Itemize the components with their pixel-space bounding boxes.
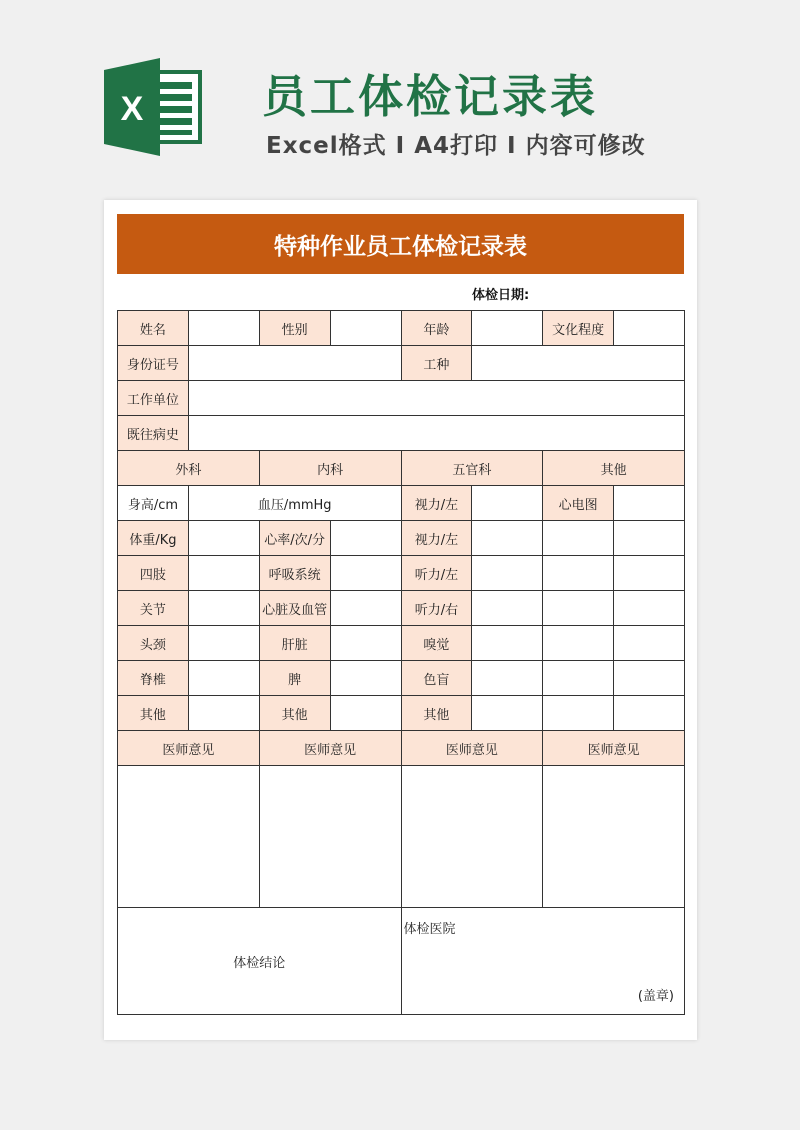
doctor-opinion-ent: 医师意见 [401,731,543,766]
name-field[interactable] [188,311,259,346]
dept-other: 其他 [543,451,685,486]
other-field[interactable] [543,696,614,731]
doctor-opinion-other: 医师意见 [543,731,685,766]
exam-item-field[interactable] [188,696,259,731]
exam-item-label: 脊椎 [118,661,189,696]
exam-item-field[interactable] [188,521,259,556]
exam-item-field[interactable] [472,591,543,626]
doctor-opinion-internal: 医师意见 [259,731,401,766]
exam-item-label: 关节 [118,591,189,626]
dept-ent: 五官科 [401,451,543,486]
label-conclusion: 体检结论 [233,955,286,971]
label-history: 既往病史 [118,416,189,451]
exam-item-label: 听力/右 [401,591,472,626]
ecg-field[interactable] [614,486,685,521]
other-field[interactable] [614,661,685,696]
exam-table [117,310,685,1015]
other-field[interactable] [543,626,614,661]
exam-row [118,591,685,626]
dept-internal: 内科 [259,451,401,486]
label-seal: (盖章) [637,989,674,1004]
form-title: 特种作业员工体检记录表 [117,214,684,274]
vision-left-field[interactable] [472,486,543,521]
label-id: 身份证号 [118,346,189,381]
id-field[interactable] [188,346,401,381]
exam-item-field[interactable] [472,661,543,696]
page-title: 员工体检记录表 [262,70,599,123]
exam-item-field[interactable] [188,626,259,661]
other-field[interactable] [614,521,685,556]
opinion-field-ent[interactable] [401,766,543,908]
other-field[interactable] [614,556,685,591]
label-ecg: 心电图 [543,486,614,521]
opinion-field-internal[interactable] [259,766,401,908]
label-employer: 工作单位 [118,381,189,416]
employer-field[interactable] [188,381,684,416]
exam-row [118,626,685,661]
exam-item-field[interactable] [330,661,401,696]
opinion-field-other[interactable] [543,766,685,908]
label-age: 年龄 [401,311,472,346]
exam-item-field[interactable] [330,696,401,731]
label-job-type: 工种 [401,346,472,381]
exam-item-label: 头颈 [118,626,189,661]
gender-field[interactable] [330,311,401,346]
exam-item-field[interactable] [472,696,543,731]
age-field[interactable] [472,311,543,346]
dept-surgery: 外科 [118,451,260,486]
exam-row [118,556,685,591]
exam-item-field[interactable] [330,626,401,661]
exam-item-label: 听力/左 [401,556,472,591]
exam-item-label: 视力/左 [401,521,472,556]
page-subtitle: Excel格式 I A4打印 I 内容可修改 [266,133,646,159]
exam-item-label: 其他 [118,696,189,731]
exam-item-field[interactable] [472,556,543,591]
exam-item-field[interactable] [188,556,259,591]
exam-item-label: 心脏及血管 [259,591,330,626]
label-education: 文化程度 [543,311,614,346]
exam-item-label: 嗅觉 [401,626,472,661]
other-field[interactable] [543,591,614,626]
hospital-field[interactable] [401,908,685,1015]
opinion-field-surgery[interactable] [118,766,260,908]
exam-item-label: 四肢 [118,556,189,591]
exam-item-field[interactable] [330,556,401,591]
label-name: 姓名 [118,311,189,346]
label-height: 身高/cm [118,486,189,521]
svg-text:X: X [120,90,144,128]
excel-logo-icon [104,58,204,156]
exam-item-label: 肝脏 [259,626,330,661]
education-field[interactable] [614,311,685,346]
exam-item-label: 体重/Kg [118,521,189,556]
form-sheet [104,200,697,1040]
doctor-opinion-surgery: 医师意见 [118,731,260,766]
exam-item-label: 色盲 [401,661,472,696]
exam-item-label: 心率/次/分 [259,521,330,556]
label-hospital: 体检医院 [403,922,456,937]
exam-item-label: 脾 [259,661,330,696]
exam-item-field[interactable] [330,591,401,626]
label-vision-left: 视力/左 [401,486,472,521]
exam-row [118,521,685,556]
exam-item-label: 其他 [259,696,330,731]
job-type-field[interactable] [472,346,685,381]
other-field[interactable] [614,626,685,661]
other-field[interactable] [614,591,685,626]
other-field[interactable] [614,696,685,731]
other-field[interactable] [543,661,614,696]
exam-item-field[interactable] [472,626,543,661]
conclusion-field[interactable] [118,908,402,1015]
exam-item-field[interactable] [188,591,259,626]
other-field[interactable] [543,521,614,556]
exam-item-label: 呼吸系统 [259,556,330,591]
other-field[interactable] [543,556,614,591]
history-field[interactable] [188,416,684,451]
exam-item-field[interactable] [472,521,543,556]
exam-row [118,696,685,731]
exam-date-label: 体检日期: [472,288,530,303]
exam-item-label: 其他 [401,696,472,731]
exam-row [118,661,685,696]
exam-item-field[interactable] [330,521,401,556]
exam-item-field[interactable] [188,661,259,696]
label-blood-pressure: 血压/mmHg [188,486,401,521]
label-gender: 性别 [259,311,330,346]
